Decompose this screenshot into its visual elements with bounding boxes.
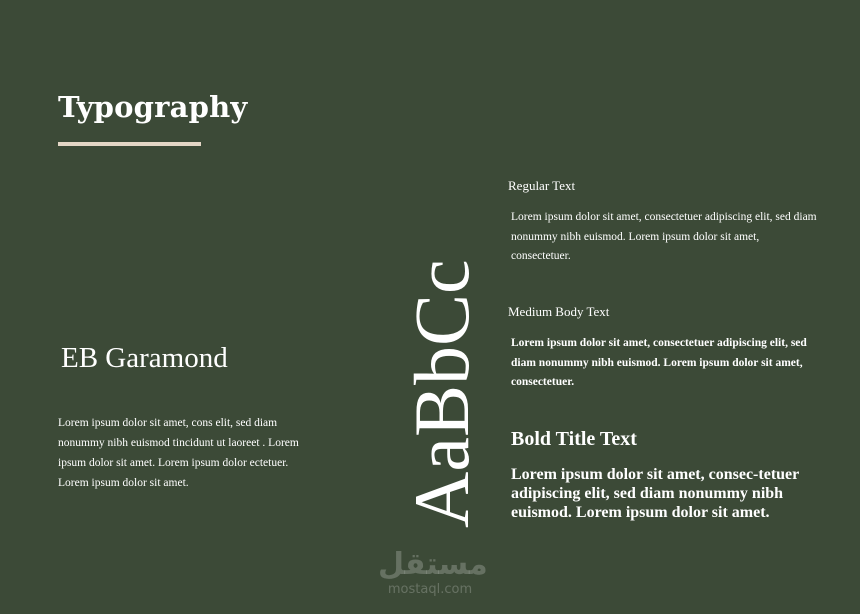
font-name: EB Garamond (61, 342, 228, 374)
font-description: Lorem ipsum dolor sit amet, cons elit, sed diam nonummy nibh euismod tincidunt ut laoreet . Lorem ipsum dolor sit amet. Lorem ipsum dolor ectetuer. Lorem ipsum dolor sit amet. (58, 417, 299, 489)
bold-title-label: Bold Title Text (511, 428, 637, 450)
medium-text-sample: Lorem ipsum dolor sit amet, consectetuer adipiscing elit, sed diam nonummy nibh euismod. Lorem ipsum dolor sit amet, consectetuer. (511, 337, 807, 388)
watermark-latin: mostaql.com (387, 582, 473, 597)
sample-glyphs: AaBbCc (398, 259, 485, 528)
page-title: Typography (58, 90, 248, 124)
watermark-arabic: مستقل (378, 547, 488, 582)
title-underline (58, 142, 201, 146)
bold-text-sample: Lorem ipsum dolor sit amet, consec-tetuer adipiscing elit, sed diam nonummy nibh euismod. Lorem ipsum dolor sit amet. (511, 466, 799, 521)
watermark (378, 547, 488, 598)
regular-text-label: Regular Text (508, 178, 576, 193)
medium-text-label: Medium Body Text (508, 304, 610, 319)
regular-text-sample: Lorem ipsum dolor sit amet, consectetuer adipiscing elit, sed diam nonummy nibh euismod. Lorem ipsum dolor sit amet, consectetuer. (511, 211, 817, 262)
